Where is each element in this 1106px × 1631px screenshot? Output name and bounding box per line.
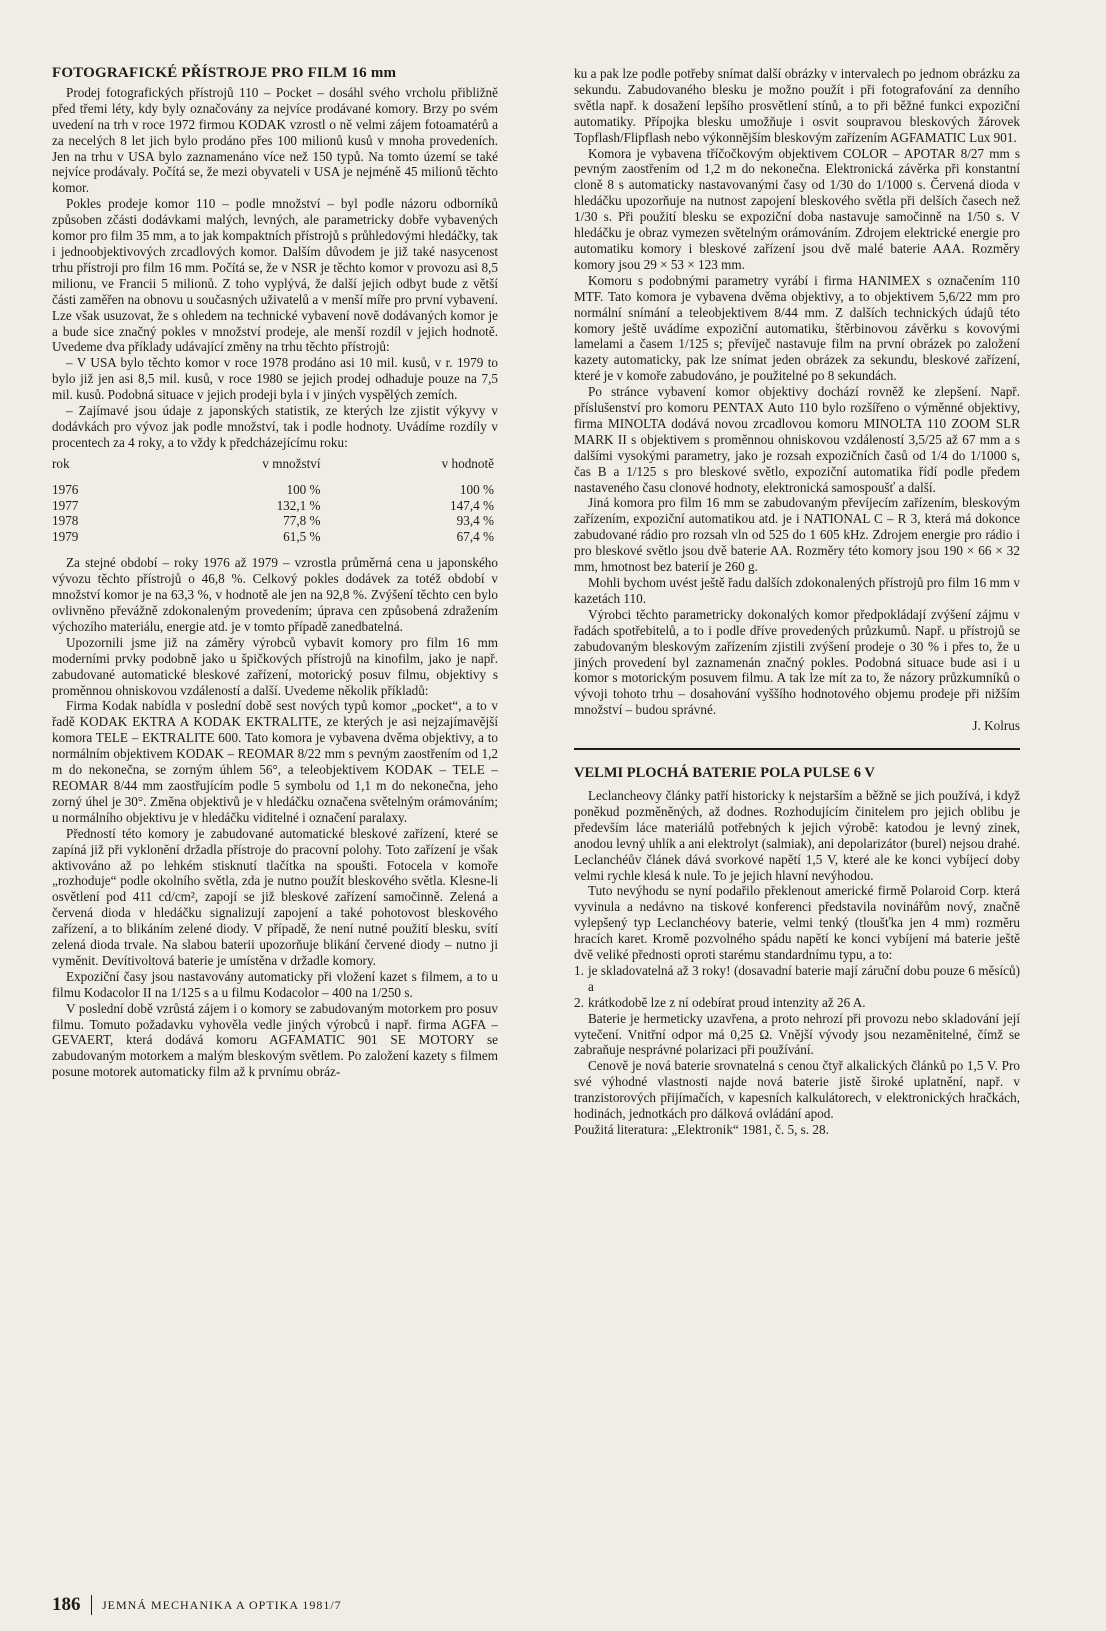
journal-name: JEMNÁ MECHANIKA A OPTIKA 1981/7 <box>102 1597 342 1612</box>
table-row <box>52 529 498 545</box>
paragraph: Komora je vybavena tříčočkovým objektivem COLOR – APOTAR 8/27 mm s pevným zaostřením od 1,2 m do nekonečna. Elektronická závěrka při konstantní cloně 8 s automaticky nastavovanými časy od 1/30 do 1/1000 s. Červená dioda v hledáčku upozorňuje na nutnost zapojení bleskového světla při delších časech než 1/30 s. Při použití blesku se expoziční doba nastavuje samočinně na 1/50 s. V hledáčku je obraz vymezen světelným orámováním. Zdrojem elektrické energie pro automatiku komory i bleskové zařízení jsou dvě malé baterie AAA. Rozměry komory jsou 29 × 53 × 123 mm. <box>574 145 1020 272</box>
table-cell: 77,8 % <box>283 513 321 529</box>
paragraph: Výrobci těchto parametricky dokonalých komor předpokládají zvýšení zájmu v řadách spotřebitelů, a to i podle dříve provedených průzkumů. Např. u přístrojů se zabudovaným bleskovým zařízením zjistili zvýšení prodeje o 30 % i přes to, že u jiných provedení byl zaznamenán značný pokles. Podobná situace bude asi i u komor s motorickým posuvem filmu. A tak lze mít za to, že názory průzkumníků o vývoji tohoto trhu – dosahování vyššího hodnotového objemu prodeje při nižším množství – budou správné. <box>574 606 1020 718</box>
column-header-value: v hodnotě <box>441 455 494 471</box>
paragraph: Expoziční časy jsou nastavovány automaticky při vložení kazet s filmem, a to u filmu Kodacolor II na 1/125 s a u filmu Kodacolor – 400 na 1/250 s. <box>52 968 498 1000</box>
article-title: FOTOGRAFICKÉ PŘÍSTROJE PRO FILM 16 mm <box>52 65 397 81</box>
page-number: 186 <box>52 1594 81 1615</box>
paragraph: – Zajímavé jsou údaje z japonských statistik, ze kterých lze zjistit výkyvy v dodávkách pro vývoz jak podle množství, tak i podle hodnoty. Uvádíme rozdíly v procentech za 4 roky, a to vždy k předcházejícímu roku: <box>52 403 498 450</box>
paragraph: Upozornili jsme již na záměry výrobců vybavit komory pro film 16 mm moderními prvky podobně jako u špičkových přístrojů na kinofilm, jako je např. zabudované automatické bleskové zařízení, motorický posuv filmu, objektivy s proměnnou ohniskovou vzdáleností a další. Uvedeme několik příkladů: <box>52 634 498 698</box>
table-cell: 1976 <box>52 481 79 497</box>
table-cell: 67,4 % <box>456 529 494 545</box>
table-cell: 1978 <box>52 513 79 529</box>
list-text: je skladovatelná až 3 roky! (dosavadní baterie mají záruční dobu pouze 6 měsíců) a <box>588 962 1020 994</box>
table-cell: 1979 <box>52 529 79 545</box>
author-signature: J. Kolrus <box>972 718 1020 734</box>
paragraph: Prodej fotografických přístrojů 110 – Pocket – dosáhl svého vrcholu přibližně před třemi léty, kdy byly označovány za nejvíce prodávané komory. Brzy po svém uvedení na trh v roce 1972 firmou KODAK vzrostl o ně velmi zájem fotoamatérů a za necelých 8 let jich bylo prodáno přes 100 milionů kusů v mnoha provedeních. Jen na trhu v USA bylo zaznamenáno více než 150 typů. Na tomto území se také nejvíce prodávaly. Počítá se, že mezi obyvateli v USA je nejméně 45 milionů těchto komor. <box>52 84 498 196</box>
left-column <box>52 66 498 1080</box>
paragraph: ku a pak lze podle potřeby snímat další obrázky v intervalech po jednom obrázku za sekundu. Zabudovaného blesku je možno použít i při fotografování za denního světla např. k dosažení lepšího prosvětlení stínů, a to při běžné funkci expoziční automatiky. Přípojka blesku umožňuje i osvit soupravou bleskových žárovek Topflash/Flipflash nebo výkonnějším bleskovým zařízením AGFAMATIC Lux 901. <box>574 66 1020 145</box>
list-number: 2. <box>574 994 584 1010</box>
statistics-table <box>52 456 498 546</box>
section-title: VELMI PLOCHÁ BATERIE POLA PULSE 6 V <box>574 765 875 782</box>
table-row <box>52 482 498 498</box>
table-row <box>52 513 498 529</box>
table-cell: 132,1 % <box>276 497 321 513</box>
paragraph: – V USA bylo těchto komor v roce 1978 prodáno asi 10 mil. kusů, v r. 1979 to bylo již jen asi 8,5 mil. kusů, v roce 1980 se jejich prodej odhaduje pouze na 7,5 mil. kusů. Podobná situace v jejich prodeji byla i v jiných vyspělých zemích. <box>52 355 498 403</box>
paragraph: V poslední době vzrůstá zájem i o komory se zabudovaným motorkem pro posuv filmu. Tomuto požadavku vyhověla vedle jiných výrobců i např. firma AGFA – GEVAERT, která dodává komoru AGFAMATIC 901 SE MOTORY se zabudovaným motorkem a malým bleskovým světlem. Po založení kazety s filmem posune motorek automaticky film až k prvnímu obráz- <box>52 1000 498 1080</box>
paragraph: Předností této komory je zabudované automatické bleskové zařízení, které se zapíná již při vyklonění držadla přístroje do pracovní polohy. Toto zařízení je však aktivováno až po lehkém stisknutí tlačítka na spoušti. Fotocela v komoře „rozhoduje“ podle okolního světla, zda je nutno použít bleskového světla. Klesne-li osvětlení pod 411 cd/cm², zapojí se již bleskové zařízení samočinně. Zelená a červená dioda v hledáčku signalizují zapojení a také pohotovost bleskového zařízení, a to blikáním zelené diody. V případě, že není nutné použití blesku, svítí zelená dioda trvale. Na slabou baterii upozorňuje blikání červené diody – nutno ji vyměnit. Devítivoltová baterie je umístěna v držadle komory. <box>52 825 498 968</box>
paragraph: Leclancheovy články patří historicky k nejstarším a běžně se jich používá, i když poněkud pozměněných, až dodnes. Rozhodujícím činitelem pro jejich oblibu je především láce materiálů potřebných k jejich výrobě: katodou je levný zinek, anodou levný uhlík a ani elektrolyt (salmiak), ani depolarizátor (burel) nejsou drahé. Leclanchéův článek dává svorkové napětí 1,5 V, které ale ke konci vybíjecí doby velmi rychle klesá k nule. To je jejich hlavní nevýhodou. <box>574 787 1020 883</box>
table-header-row <box>52 456 498 482</box>
paragraph: Cenově je nová baterie srovnatelná s cenou čtyř alkalických článků po 1,5 V. Pro své výhodné vlastnosti najde nová baterie jistě široké uplatnění, např. v tranzistorových přijímačích, v kapesních kalkulátorech, v elektronických hračkách, hodinách, jednotkách pro dálková ovládání apod. <box>574 1058 1020 1122</box>
table-cell: 147,4 % <box>450 497 494 513</box>
list-number: 1. <box>574 962 584 978</box>
paragraph: Mohli bychom uvést ještě řadu dalších zdokonalených přístrojů pro film 16 mm v kazetách 110. <box>574 575 1020 606</box>
list-item <box>574 995 1020 1011</box>
table-cell: 93,4 % <box>456 513 494 529</box>
right-column <box>574 66 1020 1138</box>
paragraph: Jiná komora pro film 16 mm se zabudovaným převíjecím zařízením, bleskovým zařízením, expoziční automatikou atd. je i NATIONAL C – R 3, která má dokonce zabudované rádio pro rozsah vln od 525 do 1 605 kHz. Zdrojem energie pro rádio i pro bleskové světlo jsou dvě baterie AA. Rozměry této komory jsou 190 × 66 × 32 mm, hmotnost bez baterií je 260 g. <box>574 495 1020 575</box>
paragraph: Komoru s podobnými parametry vyrábí i firma HANIMEX s označením 110 MTF. Tato komora je vybavena dvěma objektivy, a to objektivem 5,6/22 mm pro normální snímání a teleobjektivem 8/44 mm. Z dalších technických údajů této komory ještě uvádíme expoziční automatiku, štěrbinovou závěrku s kovovými lamelami a časem 1/125 s; převíječ nastavuje film na první obrázek po založení kazety automaticky, pak lze snímat jeden obrázek za sekundu, bleskové zařízení, které je v komoře zabudováno, je použitelné po 8 sekundách. <box>574 272 1020 384</box>
table-row <box>52 498 498 514</box>
table-cell: 1977 <box>52 497 79 513</box>
list-item <box>574 963 1020 995</box>
paragraph: Pokles prodeje komor 110 – podle množství – byl podle názoru odborníků způsoben zčásti dodávkami malých, levných, ale parametricky dobře vybavených komor pro film 35 mm, a to jak kompaktních přístrojů s průhledovými hledáčky, tak i jednoobjektivových zrcadlových komor. Dalším důvodem je již také nasycenost trhu přístroji pro film 16 mm. Počítá se, že v NSR je těchto komor v provozu asi 8,5 milionu, ve Francii 5 milionů. Z toho vyplývá, že další jejich odbyt bude z větší části zaměřen na obnovu u současných uživatelů a v menší míře pro první vybavení. Lze však usuzovat, že s ohledem na technické vybavení nově dodávaných komor je a bude sice značný pokles v množství prodeje, ale menší rozdíl v jejich hodnotě. Uvedeme dva příklady udávající změny na trhu těchto přístrojů: <box>52 196 498 355</box>
footer-separator <box>91 1595 93 1615</box>
list-text: krátkodobě lze z ní odebírat proud intenzity až 26 A. <box>588 994 866 1010</box>
literature-reference: Použitá literatura: „Elektronik“ 1981, č. 5, s. 28. <box>574 1122 829 1137</box>
paragraph: Po stránce vybavení komor objektivy dochází rovněž ke zlepšení. Např. příslušenství pro komoru PENTAX Auto 110 bylo rozšířeno o výměnné objektivy, firma MINOLTA dodává novou zrcadlovou komoru MINOLTA 110 ZOOM SLR MARK II s objektivem s proměnnou ohniskovou vzdáleností 3,5/25 až 67 mm a s dalšími vysokými parametry, jako je rozsah expozičních časů od 1/4 do 1/1000 s, čas B a 1/125 s pro bleskové světlo, expoziční automatika řídí podle předem nastaveného času clonové hodnoty, elektronická samospoušť a další. <box>574 384 1020 495</box>
column-header-quantity: v množství <box>262 455 321 471</box>
paragraph: Za stejné období – roky 1976 až 1979 – vzrostla průměrná cena u japonského vývozu těchto přístrojů o 46,8 %. Celkový pokles dodávek za totéž období v množství komor je na 63,3 %, v hodnotě ale jen na 92,8 %. Zvýšení těchto cen bylo ovlivněno převážně zdokonaleným provedením; úprava cen způsobená zdražením výchozího materiálu, energie atd. je v tomto případě zanedbatelná. <box>52 555 498 634</box>
table-cell: 61,5 % <box>283 529 321 545</box>
paragraph: Tuto nevýhodu se nyní podařilo překlenout americké firmě Polaroid Corp. která vyvinula a nedávno na tiskové konferenci představila novinářům nový, značně vylepšený typ Leclanchéovy baterie, velmi tenký (tloušťka jen 4 mm) rozměru hracích karet. Kromě pozvolného spádu napětí ke konci vybíjení má baterie ještě dvě veliké přednosti oproti starému standardnímu typu, a to: <box>574 883 1020 963</box>
paragraph: Baterie je hermeticky uzavřena, a proto nehrozí při provozu nebo skladování její vytečení. Vnitřní odpor má 0,25 Ω. Vnější vývody jsou nezaměnitelné, čímž se zabraňuje nesprávné polarizaci při používání. <box>574 1010 1020 1058</box>
page-footer <box>52 1594 342 1616</box>
section-divider <box>574 748 1020 750</box>
table-cell: 100 % <box>286 481 321 497</box>
column-header-year: rok <box>52 455 70 471</box>
paragraph: Firma Kodak nabídla v poslední době sest nových typů komor „pocket“, a to v řadě KODAK EKTRA A KODAK EKTRALITE, ze kterých je asi nejzajímavější komora TELE – EKTRALITE 600. Tato komora je vybavena dvěma objektivy, a to normálním objektivem KODAK – REOMAR 8/22 mm s pevným zaostřením od 1,2 m do nekonečna, se zorným úhlem 56°, a teleobjektivem KODAK – TELE – REOMAR 8/44 mm zaostřujícím podle 5 symbolu od 1,1 m do nekonečna, jeho zorný úhel je 30°. Změna objektivů je v hledáčku označena světelným orámováním; u normálního objektivu je v hledáčku viditelné i označení paralaxy. <box>52 698 498 825</box>
table-cell: 100 % <box>459 481 494 497</box>
